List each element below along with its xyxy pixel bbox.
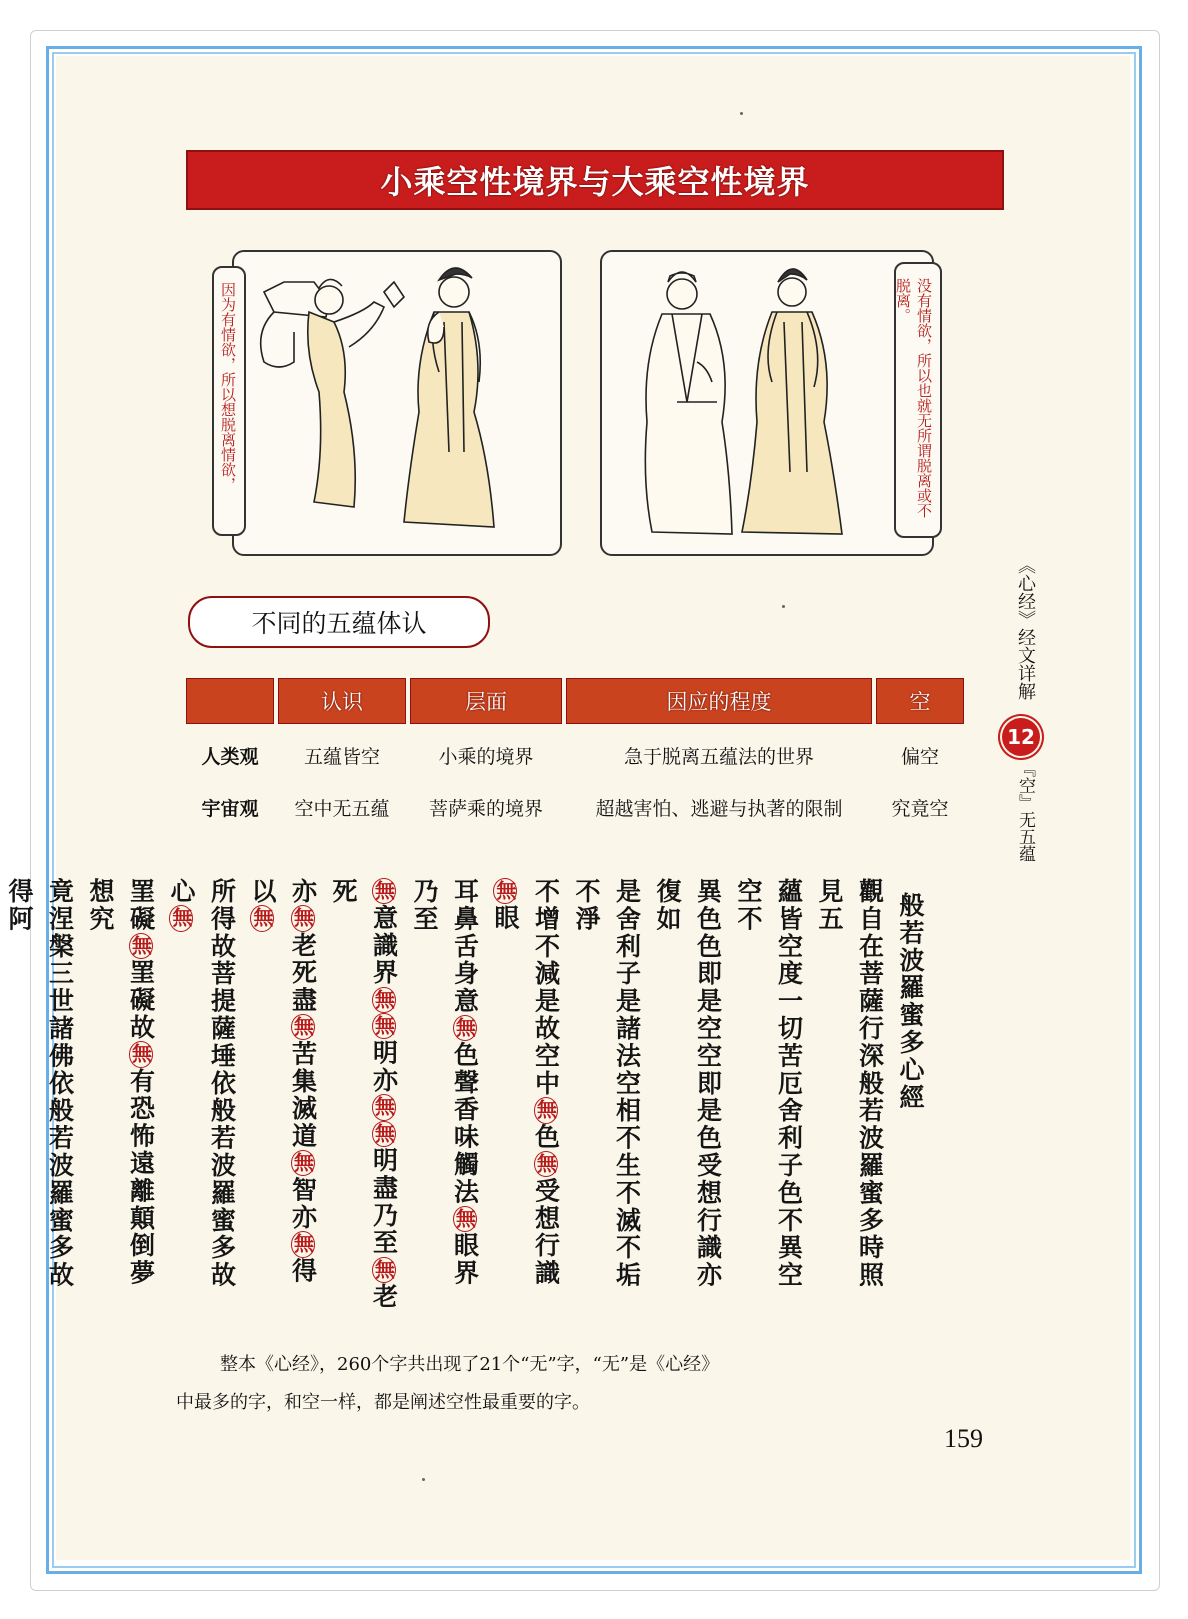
sutra-line: 觀自在菩薩行深般若波羅蜜多時照見五 xyxy=(815,878,885,1289)
table-header-text: 因应的程度 xyxy=(666,690,772,714)
table-cell: 空中无五蕴 xyxy=(294,798,390,820)
sutra-line: 無意識界無無明亦無無明盡乃至無老死 xyxy=(329,878,399,1311)
speck xyxy=(422,1478,425,1481)
footnote-caption xyxy=(176,1346,936,1422)
circled-wu-char: 無 xyxy=(371,1258,396,1282)
circled-wu-char: 無 xyxy=(371,1015,396,1038)
circled-wu-char: 無 xyxy=(250,907,274,930)
table-header-recognition xyxy=(278,678,406,724)
circled-wu-char: 無 xyxy=(533,1099,558,1122)
caption-line-2: 中最多的字，和空一样，都是阐述空性最重要的字。 xyxy=(176,1392,590,1413)
circled-wu-char: 無 xyxy=(371,988,396,1012)
section-heading: 不同的五蕴体认 xyxy=(251,609,427,638)
circled-wu-char: 無 xyxy=(371,1096,396,1119)
chapter-number-badge: 12 xyxy=(1002,718,1040,756)
section-heading-box xyxy=(188,596,490,648)
page-title: 小乘空性境界与大乘空性境界 xyxy=(380,163,810,201)
sutra-line: 所得故菩提薩埵依般若波羅蜜多故心無 xyxy=(167,878,237,1289)
illustration-right-panel xyxy=(600,250,934,556)
sutra-line: 耳鼻舌身意無色聲香味觸法無眼界乃至 xyxy=(410,878,480,1288)
circled-wu-char: 無 xyxy=(452,1017,477,1040)
table-header-level xyxy=(410,678,562,724)
sutra-line: 竟涅槃三世諸佛依般若波羅蜜多故得阿 xyxy=(5,878,75,1289)
page-number: 159 xyxy=(944,1424,983,1453)
caption-line-1: 整本《心经》，260个字共出现了21个“无”字，“无”是《心经》 xyxy=(220,1354,720,1375)
sutra-line: 異色色即是空空即是色受想行識亦復如 xyxy=(653,878,723,1289)
circled-wu-char: 無 xyxy=(128,934,153,958)
table-cell: 急于脱离五蕴法的世界 xyxy=(623,746,814,768)
left-caption: 因为有情欲，所以想脱离情欲， xyxy=(212,266,246,536)
table-header-text: 认识 xyxy=(321,690,363,714)
table-row-1-head: 人类观 xyxy=(201,746,259,768)
speck xyxy=(740,112,743,115)
circled-wu-char: 無 xyxy=(169,907,193,930)
circled-wu-char: 無 xyxy=(452,1207,477,1231)
heart-sutra-text xyxy=(5,878,930,1312)
side-tab-subtitle: 『空』无五蕴 xyxy=(1015,760,1035,862)
page-title-bar xyxy=(186,150,1004,210)
table-header-emptiness xyxy=(876,678,964,724)
right-caption: 没有情欲，所以也就无所谓脱离或不脱离。 xyxy=(894,262,942,538)
circled-wu-char: 無 xyxy=(533,1153,558,1176)
table-cell: 超越害怕、逃避与执著的限制 xyxy=(595,798,843,820)
circled-wu-char: 無 xyxy=(290,907,315,930)
table-header-response xyxy=(566,678,872,724)
illustration-right xyxy=(602,252,932,554)
sutra-line: 般若波羅蜜多心經 xyxy=(896,892,925,1112)
circled-wu-char: 無 xyxy=(290,1233,315,1256)
table-cell: 菩萨乘的境界 xyxy=(428,798,543,820)
table-header-text: 空 xyxy=(909,690,931,714)
table-cell: 小乘的境界 xyxy=(438,746,534,768)
sutra-line: 蘊皆空度一切苦厄舍利子色不異空空不 xyxy=(734,878,804,1289)
sutra-line: 罣礙無罣礙故無有恐怖遠離顛倒夢想究 xyxy=(86,878,156,1288)
table-cell: 五蕴皆空 xyxy=(303,746,380,768)
side-tab-title: 《心经》经文详解 xyxy=(1015,556,1036,700)
circled-wu-char: 無 xyxy=(290,1016,315,1039)
table-cell: 偏空 xyxy=(900,746,939,768)
illustration-left xyxy=(234,252,560,554)
sutra-line: 不增不減是故空中無色無受想行識無眼 xyxy=(491,878,561,1288)
sutra-line: 是舍利子是諸法空相不生不滅不垢不淨 xyxy=(572,878,642,1289)
table-header-blank xyxy=(186,678,274,724)
sutra-line: 亦無老死盡無苦集滅道無智亦無得以無 xyxy=(248,878,318,1286)
circled-wu-char: 無 xyxy=(290,1152,315,1175)
circled-wu-char: 無 xyxy=(128,1043,153,1066)
illustration-left-panel xyxy=(232,250,562,556)
circled-wu-char: 無 xyxy=(371,880,396,903)
table-row-2-head: 宇宙观 xyxy=(201,798,259,820)
speck xyxy=(782,605,785,608)
table-cell: 究竟空 xyxy=(891,798,949,820)
circled-wu-char: 無 xyxy=(493,880,517,903)
circled-wu-char: 無 xyxy=(371,1122,396,1146)
table-header-text: 层面 xyxy=(465,690,507,714)
